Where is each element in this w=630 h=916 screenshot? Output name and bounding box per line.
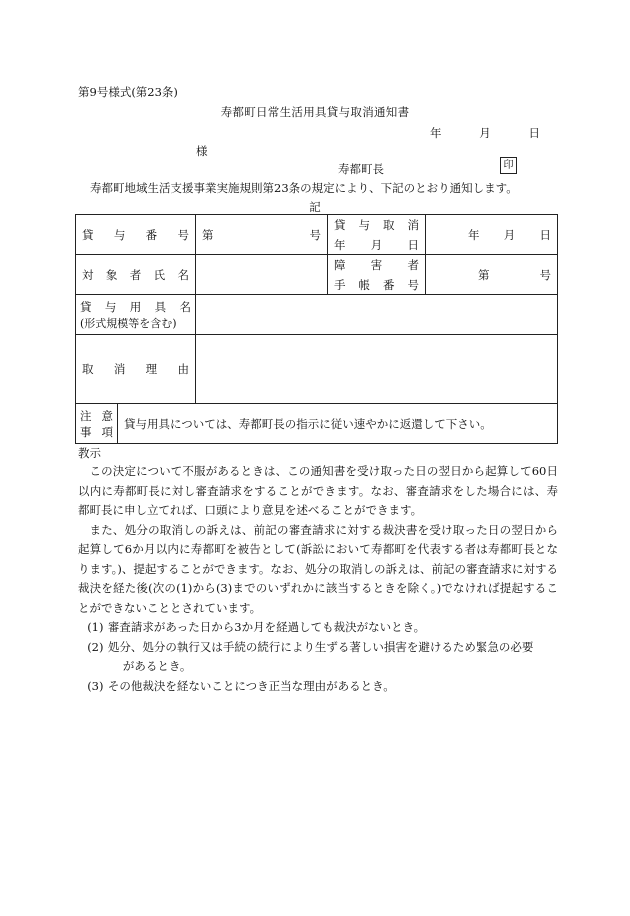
cancel-date-label: 貸 与 取 消 年 月 日 [328,215,426,255]
loan-number-value: 第 号 [196,215,328,255]
date-day: 日 [528,126,540,140]
item-name-value [196,295,558,335]
subject-name-label: 対 象 者 氏 名 [76,255,196,295]
list-item-continuation: があるとき。 [122,659,192,673]
cancel-date-value: 年 月 日 [426,215,558,255]
instruction-body [78,462,558,696]
intro-text: 寿都町地域生活支援事業実施規則第23条の規定により、下記のとおり通知します。 [90,181,518,195]
loan-number-label: 貸 与 番 号 [76,215,196,255]
issue-date [430,125,540,141]
document-title: 寿都町日常生活用具貸与取消通知書 [220,105,410,119]
notice-text: 貸与用具については、寿都町長の指示に従い速やかに返還して下さい。 [118,404,558,444]
notice-label: 注 意 事 項 [76,404,118,444]
list-item: (3) その他裁決を経ないことにつき正当な理由があるとき。 [87,678,395,693]
disability-number-label: 障 害 者 手 帳 番 号 [328,255,426,295]
instruction-heading: 教示 [78,446,101,460]
date-month: 月 [479,126,491,140]
list-item: (1) 審査請求があった日から3か月を経過しても裁決がないとき。 [87,620,426,634]
table-row [76,404,558,444]
reason-value [196,335,558,404]
seal-mark: 印 [500,157,517,174]
form-number: 第9号様式(第23条) [78,85,178,99]
ki-marker: 記 [309,200,321,214]
table-row [76,255,558,295]
table-row [76,215,558,255]
disability-number-value: 第 号 [426,255,558,295]
table-row [76,295,558,335]
issuer-name: 寿都町長 [338,162,384,176]
table-row [76,335,558,404]
item-name-label: 貸 与 用 具 名 (形式規模等を含む) [76,295,196,335]
notice-table [75,214,558,444]
subject-name-value [196,255,328,295]
instruction-paragraph: この決定について不服があるときは、この通知書を受け取った日の翌日から起算して60日以内に寿都町長に対し審査請求をすることができます。なお、審査請求をした場合には、寿都町長に申し立てれば、口頭により意見を述べることができます。 [78,464,558,517]
instruction-paragraph: また、処分の取消しの訴えは、前記の審査請求に対する裁決書を受け取った日の翌日から起算して6か月以内に寿都町を被告として(訴訟において寿都町を代表する者は寿都町長となります。)、提起することができます。なお、処分の取消しの訴えは、前記の審査請求に対する裁決を経た後(次の(1)から(3)までのいずれかに該当するときを除く。)でなければ提起することができないこととされています。 [78,522,558,615]
date-year: 年 [430,126,442,140]
reason-label: 取 消 理 由 [76,335,196,404]
list-item: (2) 処分、処分の執行又は手続の続行により生ずる著しい損害を避けるため緊急の必要 [87,639,534,654]
addressee-suffix: 様 [196,144,208,158]
